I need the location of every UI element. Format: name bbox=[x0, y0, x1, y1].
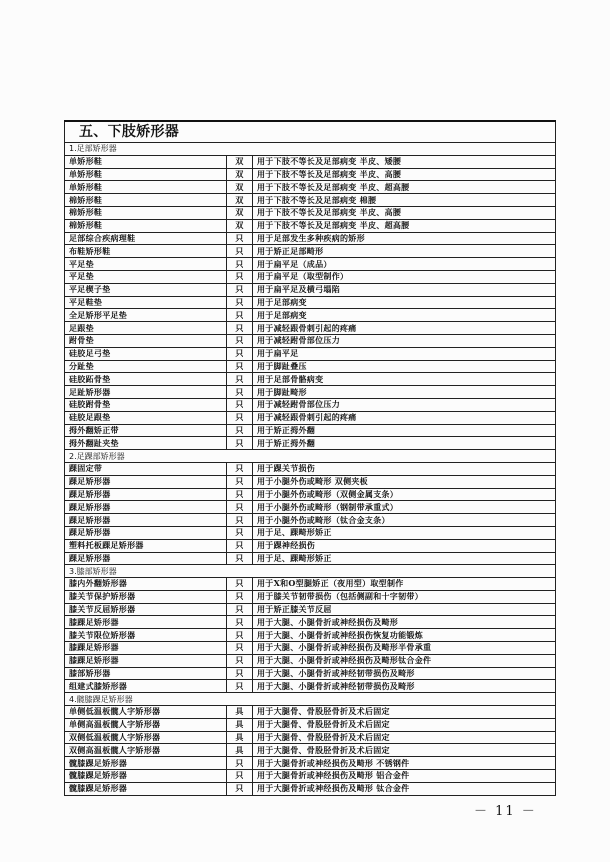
item-name: 棉矫形鞋 bbox=[65, 219, 227, 232]
item-name: 膝踝足矫形器 bbox=[65, 616, 227, 629]
item-unit: 只 bbox=[227, 680, 253, 693]
table-row bbox=[65, 475, 556, 488]
item-unit: 只 bbox=[227, 334, 253, 347]
item-unit: 只 bbox=[227, 757, 253, 770]
item-name: 髋膝踝足矫形器 bbox=[65, 782, 227, 795]
item-unit: 双 bbox=[227, 181, 253, 194]
item-description: 用于扁平足（成品） bbox=[253, 258, 556, 271]
page-number: － 11 － bbox=[474, 804, 537, 819]
item-description: 用于扁平足 bbox=[253, 347, 556, 360]
item-name: 髋膝踝足矫形器 bbox=[65, 757, 227, 770]
item-description: 用于大腿骨折或神经损伤及畸形 钛合金件 bbox=[253, 782, 556, 795]
item-description: 用于小腿外伤或畸形（钛合金支条） bbox=[253, 514, 556, 527]
item-unit: 只 bbox=[227, 245, 253, 258]
item-name: 拇外翻趾夹垫 bbox=[65, 437, 227, 450]
item-name: 踝固定带 bbox=[65, 462, 227, 475]
item-name: 平足楔子垫 bbox=[65, 283, 227, 296]
item-description: 用于足部骨骼病变 bbox=[253, 373, 556, 386]
item-name: 膝关节保护矫形器 bbox=[65, 590, 227, 603]
item-description: 用于踝神经损伤 bbox=[253, 539, 556, 552]
table-row bbox=[65, 283, 556, 296]
orthosis-catalog-table bbox=[64, 120, 556, 796]
item-unit: 只 bbox=[227, 667, 253, 680]
item-unit: 只 bbox=[227, 270, 253, 283]
item-name: 单矫形鞋 bbox=[65, 155, 227, 168]
item-name: 踝足矫形器 bbox=[65, 488, 227, 501]
item-name: 硅胶足弓垫 bbox=[65, 347, 227, 360]
item-unit: 具 bbox=[227, 731, 253, 744]
item-name: 平足垫 bbox=[65, 258, 227, 271]
item-description: 用于下肢不等长及足部病变 半皮、矮腰 bbox=[253, 155, 556, 168]
item-unit: 只 bbox=[227, 603, 253, 616]
table-row bbox=[65, 219, 556, 232]
item-unit: 只 bbox=[227, 552, 253, 565]
item-unit: 双 bbox=[227, 219, 253, 232]
table-row bbox=[65, 437, 556, 450]
table-row bbox=[65, 616, 556, 629]
item-unit: 只 bbox=[227, 654, 253, 667]
item-description: 用于大腿骨、骨股胫骨折及术后固定 bbox=[253, 744, 556, 757]
table-row bbox=[65, 488, 556, 501]
item-description: 用于踝关节损伤 bbox=[253, 462, 556, 475]
item-unit: 只 bbox=[227, 578, 253, 591]
item-description: 用于脚趾叠压 bbox=[253, 360, 556, 373]
item-name: 髋膝踝足矫形器 bbox=[65, 770, 227, 783]
item-description: 用于大腿、小腿骨折或神经韧带损伤及畸形 bbox=[253, 667, 556, 680]
item-name: 足部综合疾病理鞋 bbox=[65, 232, 227, 245]
item-unit: 只 bbox=[227, 539, 253, 552]
item-name: 塑料托板踝足矫形器 bbox=[65, 539, 227, 552]
item-unit: 只 bbox=[227, 501, 253, 514]
table-row bbox=[65, 782, 556, 795]
item-name: 膝内外翻矫形器 bbox=[65, 578, 227, 591]
item-description: 用于足部病变 bbox=[253, 309, 556, 322]
item-name: 硅胶足跟垫 bbox=[65, 411, 227, 424]
item-description: 用于膝关节韧带损伤（包括侧副和十字韧带） bbox=[253, 590, 556, 603]
item-description: 用于下肢不等长及足部病变 半皮、高腰 bbox=[253, 168, 556, 181]
item-name: 踝足矫形器 bbox=[65, 514, 227, 527]
item-description: 用于减轻跟骨刺引起的疼痛 bbox=[253, 411, 556, 424]
item-description: 用于下肢不等长及足部病变 半皮、超高腰 bbox=[253, 219, 556, 232]
item-name: 膝部矫形器 bbox=[65, 667, 227, 680]
item-name: 双侧高温板髋人字矫形器 bbox=[65, 744, 227, 757]
table-row bbox=[65, 322, 556, 335]
table-row bbox=[65, 309, 556, 322]
item-unit: 只 bbox=[227, 258, 253, 271]
item-description: 用于脚趾畸形 bbox=[253, 386, 556, 399]
table-row bbox=[65, 296, 556, 309]
table-row bbox=[65, 680, 556, 693]
item-name: 单侧高温板髋人字矫形器 bbox=[65, 718, 227, 731]
item-name: 双侧低温板髋人字矫形器 bbox=[65, 731, 227, 744]
section-title-row bbox=[65, 121, 556, 143]
item-description: 用于大腿骨折或神经损伤及畸形 不锈钢件 bbox=[253, 757, 556, 770]
item-unit: 只 bbox=[227, 642, 253, 655]
table-row bbox=[65, 424, 556, 437]
item-name: 平足垫 bbox=[65, 270, 227, 283]
table-row bbox=[65, 194, 556, 207]
table-row bbox=[65, 552, 556, 565]
item-name: 全足矫形平足垫 bbox=[65, 309, 227, 322]
table-row bbox=[65, 258, 556, 271]
item-unit: 具 bbox=[227, 718, 253, 731]
item-unit: 只 bbox=[227, 386, 253, 399]
group-heading-row bbox=[65, 693, 556, 706]
item-name: 硅胶跗骨垫 bbox=[65, 398, 227, 411]
item-description: 用于扁平足（取型制作） bbox=[253, 270, 556, 283]
table-row bbox=[65, 642, 556, 655]
table-row bbox=[65, 654, 556, 667]
item-description: 用于减轻跟骨刺引起的疼痛 bbox=[253, 322, 556, 335]
item-unit: 双 bbox=[227, 194, 253, 207]
item-name: 膝踝足矫形器 bbox=[65, 642, 227, 655]
table-row bbox=[65, 539, 556, 552]
table-row bbox=[65, 629, 556, 642]
table-row bbox=[65, 590, 556, 603]
item-description: 用于大腿、小腿骨折或神经损伤及畸形半骨承重 bbox=[253, 642, 556, 655]
item-description: 用于足、踝畸形矫正 bbox=[253, 552, 556, 565]
table-row bbox=[65, 155, 556, 168]
item-name: 膝关节反屈矫形器 bbox=[65, 603, 227, 616]
item-name: 拇外翻矫正带 bbox=[65, 424, 227, 437]
item-unit: 只 bbox=[227, 526, 253, 539]
item-unit: 只 bbox=[227, 232, 253, 245]
item-name: 膝踝足矫形器 bbox=[65, 654, 227, 667]
item-description: 用于大腿、小腿骨折或神经韧带损伤及畸形 bbox=[253, 680, 556, 693]
item-unit: 只 bbox=[227, 475, 253, 488]
item-name: 分趾垫 bbox=[65, 360, 227, 373]
item-description: 用于下肢不等长及足部病变 半皮、高腰 bbox=[253, 206, 556, 219]
item-name: 踝足矫形器 bbox=[65, 501, 227, 514]
item-unit: 只 bbox=[227, 514, 253, 527]
item-unit: 只 bbox=[227, 411, 253, 424]
item-unit: 只 bbox=[227, 309, 253, 322]
table-row bbox=[65, 514, 556, 527]
table-row bbox=[65, 347, 556, 360]
item-unit: 只 bbox=[227, 373, 253, 386]
item-description: 用于大腿骨、骨股胫骨折及术后固定 bbox=[253, 731, 556, 744]
item-unit: 只 bbox=[227, 462, 253, 475]
table-row bbox=[65, 245, 556, 258]
item-unit: 只 bbox=[227, 782, 253, 795]
table-row bbox=[65, 731, 556, 744]
item-name: 足跟垫 bbox=[65, 322, 227, 335]
group-heading-row bbox=[65, 450, 556, 463]
item-unit: 只 bbox=[227, 322, 253, 335]
table-row bbox=[65, 232, 556, 245]
table-row bbox=[65, 270, 556, 283]
item-description: 用于大腿、小腿骨折或神经损伤恢复功能锻炼 bbox=[253, 629, 556, 642]
table-row bbox=[65, 578, 556, 591]
item-unit: 只 bbox=[227, 488, 253, 501]
item-unit: 只 bbox=[227, 616, 253, 629]
table-row bbox=[65, 757, 556, 770]
group-heading: 3.膝部矫形器 bbox=[65, 565, 556, 578]
item-description: 用于下肢不等长及足部病变 棉腰 bbox=[253, 194, 556, 207]
item-unit: 只 bbox=[227, 347, 253, 360]
table-row bbox=[65, 706, 556, 719]
item-unit: 只 bbox=[227, 770, 253, 783]
item-name: 单矫形鞋 bbox=[65, 168, 227, 181]
item-name: 单矫形鞋 bbox=[65, 181, 227, 194]
item-unit: 双 bbox=[227, 155, 253, 168]
table-row bbox=[65, 360, 556, 373]
table-row bbox=[65, 398, 556, 411]
item-name: 硅胶跖骨垫 bbox=[65, 373, 227, 386]
item-name: 单侧低温板髋人字矫形器 bbox=[65, 706, 227, 719]
group-heading: 4.髋膝踝足矫形器 bbox=[65, 693, 556, 706]
item-name: 棉矫形鞋 bbox=[65, 194, 227, 207]
item-description: 用于减轻跗骨部位压力 bbox=[253, 398, 556, 411]
group-heading-row bbox=[65, 143, 556, 156]
table-row bbox=[65, 206, 556, 219]
item-unit: 只 bbox=[227, 590, 253, 603]
item-description: 用于小腿外伤或畸形（钢制带承重式） bbox=[253, 501, 556, 514]
item-name: 棉矫形鞋 bbox=[65, 206, 227, 219]
item-description: 用于足部发生多种疾病的矫形 bbox=[253, 232, 556, 245]
item-description: 用于小腿外伤或畸形（双侧金属支条） bbox=[253, 488, 556, 501]
item-description: 用于扁平足及横弓塌陷 bbox=[253, 283, 556, 296]
item-unit: 只 bbox=[227, 629, 253, 642]
item-unit: 双 bbox=[227, 206, 253, 219]
table-row bbox=[65, 373, 556, 386]
table-row bbox=[65, 744, 556, 757]
item-name: 踝足矫形器 bbox=[65, 552, 227, 565]
item-description: 用于大腿骨、骨股胫骨折及术后固定 bbox=[253, 706, 556, 719]
table-row bbox=[65, 718, 556, 731]
item-description: 用于大腿骨、骨股胫骨折及术后固定 bbox=[253, 718, 556, 731]
item-name: 踝足矫形器 bbox=[65, 475, 227, 488]
item-description: 用于大腿骨折或神经损伤及畸形 铝合金件 bbox=[253, 770, 556, 783]
item-name: 布鞋矫形鞋 bbox=[65, 245, 227, 258]
item-description: 用于矫正足部畸形 bbox=[253, 245, 556, 258]
table-row bbox=[65, 462, 556, 475]
table-row bbox=[65, 667, 556, 680]
item-description: 用于下肢不等长及足部病变 半皮、超高腰 bbox=[253, 181, 556, 194]
item-description: 用于足部病变 bbox=[253, 296, 556, 309]
item-name: 踝足矫形器 bbox=[65, 526, 227, 539]
item-description: 用于足、踝畸形矫正 bbox=[253, 526, 556, 539]
item-unit: 只 bbox=[227, 437, 253, 450]
group-heading-row bbox=[65, 565, 556, 578]
table-row bbox=[65, 603, 556, 616]
table-row bbox=[65, 770, 556, 783]
item-description: 用于矫正膝关节反屈 bbox=[253, 603, 556, 616]
item-name: 足趾矫形器 bbox=[65, 386, 227, 399]
item-name: 组建式膝矫形器 bbox=[65, 680, 227, 693]
item-unit: 只 bbox=[227, 424, 253, 437]
item-unit: 只 bbox=[227, 398, 253, 411]
item-description: 用于大腿、小腿骨折或神经损伤及畸形钛合金件 bbox=[253, 654, 556, 667]
table-row bbox=[65, 411, 556, 424]
item-name: 平足鞋垫 bbox=[65, 296, 227, 309]
item-unit: 具 bbox=[227, 706, 253, 719]
table-row bbox=[65, 386, 556, 399]
table-row bbox=[65, 526, 556, 539]
group-heading: 2.足踝部矫形器 bbox=[65, 450, 556, 463]
item-description: 用于X和O型腿矫正（夜用型）取型制作 bbox=[253, 578, 556, 591]
group-heading: 1.足部矫形器 bbox=[65, 143, 556, 156]
item-unit: 具 bbox=[227, 744, 253, 757]
item-unit: 双 bbox=[227, 168, 253, 181]
item-name: 跗骨垫 bbox=[65, 334, 227, 347]
item-unit: 只 bbox=[227, 283, 253, 296]
item-description: 用于矫正拇外翻 bbox=[253, 424, 556, 437]
item-description: 用于矫正拇外翻 bbox=[253, 437, 556, 450]
item-unit: 只 bbox=[227, 296, 253, 309]
section-title: 五、下肢矫形器 bbox=[65, 121, 556, 143]
item-unit: 只 bbox=[227, 360, 253, 373]
item-description: 用于小腿外伤或畸形 双侧夹板 bbox=[253, 475, 556, 488]
table-row bbox=[65, 181, 556, 194]
table-row bbox=[65, 168, 556, 181]
table-row bbox=[65, 501, 556, 514]
item-description: 用于大腿、小腿骨折或神经损伤及畸形 bbox=[253, 616, 556, 629]
table-row bbox=[65, 334, 556, 347]
item-description: 用于减轻跗骨部位压力 bbox=[253, 334, 556, 347]
item-name: 膝关节限位矫形器 bbox=[65, 629, 227, 642]
